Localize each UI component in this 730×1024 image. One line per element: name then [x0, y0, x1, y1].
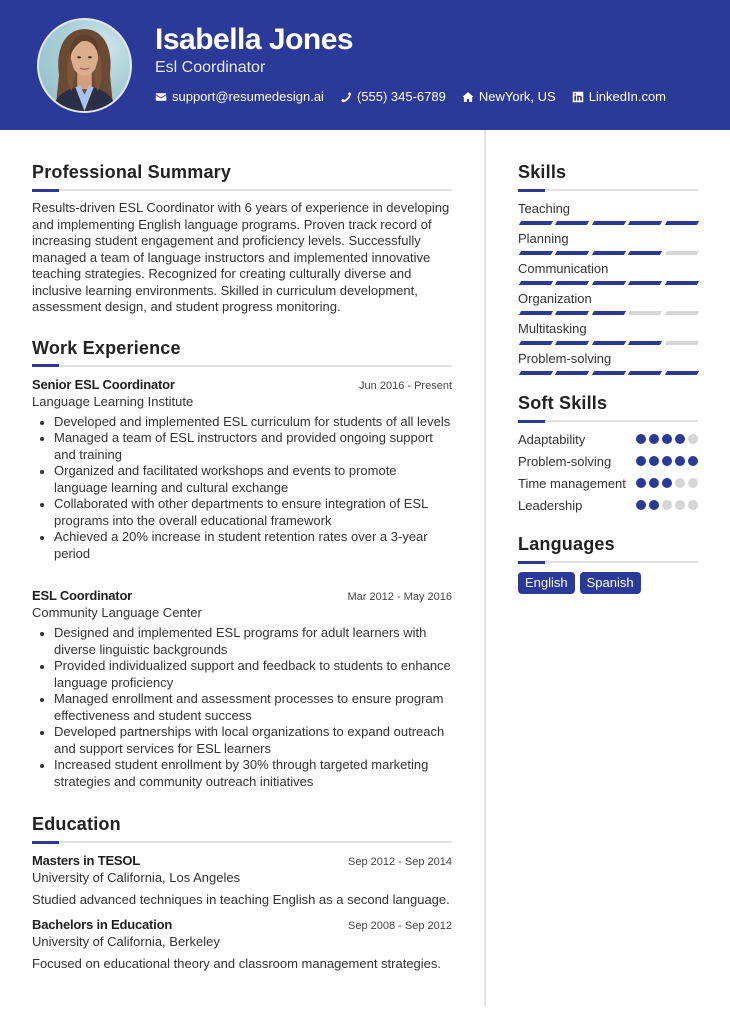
- level-segment-filled: [555, 371, 590, 375]
- level-segment-filled: [555, 311, 590, 315]
- soft-skill-rating: [636, 431, 698, 444]
- summary-text: Results-driven ESL Coordinator with 6 years of experience in developing and implementing English language programs. Proven track record of increasing student engagement and proficiency levels. Successfully managed a team of language instructors and implemented innovative teaching strategies. Recognized for creating culturally diverse and inclusive learning environments. Skilled in curriculum development, assessment design, and student progress monitoring.: [32, 200, 450, 314]
- level-segment-filled: [628, 371, 663, 375]
- section-underline: [32, 365, 452, 367]
- candidate-name: Isabella Jones: [155, 23, 354, 56]
- phone-icon: [340, 91, 352, 103]
- skill-level-bar: [518, 371, 698, 375]
- skill-level-bar: [518, 251, 698, 255]
- skills-section: [518, 160, 698, 375]
- location-text: NewYork, US: [478, 89, 556, 104]
- portrait-image: [39, 20, 130, 111]
- skill-item: [518, 260, 698, 285]
- skill-level-bar: [518, 311, 698, 315]
- skill-level-bar: [518, 341, 698, 345]
- rating-dot-empty: [675, 500, 685, 510]
- section-underline: [32, 841, 452, 843]
- section-underline: [518, 561, 698, 563]
- job-date: Jun 2016 - Present: [359, 379, 452, 392]
- contact-phone[interactable]: [340, 89, 446, 105]
- job-entry: [32, 376, 452, 563]
- rating-dot-empty: [675, 478, 685, 488]
- contact-linkedin[interactable]: [572, 89, 666, 105]
- languages-list: [518, 572, 698, 594]
- school-name: University of California, Los Angeles: [32, 870, 241, 885]
- section-underline: [32, 189, 452, 191]
- skill-item: [518, 230, 698, 255]
- experience-section: [32, 336, 452, 791]
- skill-level-bar: [518, 281, 698, 285]
- level-segment-filled: [519, 371, 554, 375]
- education-section: [32, 812, 452, 972]
- section-title: Professional Summary: [32, 162, 232, 182]
- level-segment-filled: [592, 371, 627, 375]
- section-underline: [518, 189, 698, 191]
- soft-skill-rating: [636, 497, 698, 510]
- bullet-item: Developed and implemented ESL curriculum for students of all levels: [32, 414, 452, 431]
- level-segment-filled: [555, 281, 590, 285]
- rating-dot-filled: [662, 456, 672, 466]
- skill-name: Communication: [518, 261, 609, 276]
- level-segment-filled: [519, 221, 554, 225]
- level-segment-empty: [664, 311, 699, 315]
- education-description: Focused on educational theory and classroom management strategies.: [32, 956, 442, 971]
- contact-email[interactable]: [155, 89, 324, 105]
- section-title: Education: [32, 814, 121, 834]
- level-segment-empty: [664, 251, 699, 255]
- soft-skill-name: Adaptability: [518, 432, 586, 447]
- education-entry: [32, 916, 452, 972]
- section-underline: [518, 420, 698, 422]
- education-date: Sep 2008 - Sep 2012: [348, 920, 452, 932]
- soft-skills-list: [518, 431, 698, 514]
- level-segment-filled: [628, 281, 663, 285]
- main-column: [32, 160, 452, 972]
- skill-name: Planning: [518, 231, 569, 246]
- job-title: ESL Coordinator: [32, 588, 133, 603]
- level-segment-filled: [555, 221, 590, 225]
- profile-photo: [37, 18, 132, 113]
- job-bullets: [32, 414, 452, 563]
- column-divider: [484, 130, 486, 1006]
- level-segment-filled: [664, 281, 699, 285]
- home-icon: [462, 91, 474, 103]
- skill-item: [518, 200, 698, 225]
- resume-header: [0, 0, 730, 130]
- level-segment-filled: [555, 251, 590, 255]
- bullet-item: Organized and facilitated workshops and events to promote language learning and cultural exchange: [32, 463, 452, 496]
- sidebar-column: [518, 160, 698, 594]
- education-entry: [32, 852, 452, 908]
- rating-dot-filled: [636, 500, 646, 510]
- skills-list: [518, 200, 698, 375]
- level-segment-filled: [592, 221, 627, 225]
- rating-dot-empty: [662, 500, 672, 510]
- level-segment-filled: [555, 341, 590, 345]
- linkedin-icon: [572, 91, 584, 103]
- contact-location: [462, 89, 556, 105]
- rating-dot-filled: [636, 456, 646, 466]
- level-segment-filled: [519, 281, 554, 285]
- skill-item: [518, 290, 698, 315]
- level-segment-filled: [628, 221, 663, 225]
- education-date: Sep 2012 - Sep 2014: [348, 856, 452, 868]
- bullet-item: Developed partnerships with local organizations to expand outreach and support services for ESL learners: [32, 724, 452, 757]
- rating-dot-filled: [649, 456, 659, 466]
- language-tag: English: [518, 572, 575, 594]
- skill-name: Multitasking: [518, 321, 587, 336]
- job-organization: Language Learning Institute: [32, 393, 194, 409]
- bullet-item: Managed enrollment and assessment processes to ensure program effectiveness and student success: [32, 691, 452, 724]
- soft-skill-name: Time management: [518, 476, 626, 491]
- soft-skill-item: [518, 497, 698, 514]
- soft-skill-rating: [636, 475, 698, 488]
- level-segment-filled: [664, 221, 699, 225]
- level-segment-filled: [519, 311, 554, 315]
- level-segment-filled: [592, 341, 627, 345]
- rating-dot-filled: [662, 478, 672, 488]
- skill-name: Problem-solving: [518, 351, 612, 366]
- level-segment-filled: [664, 371, 699, 375]
- bullet-item: Achieved a 20% increase in student retention rates over a 3-year period: [32, 529, 452, 562]
- section-title: Languages: [518, 534, 615, 554]
- skill-name: Teaching: [518, 201, 571, 216]
- envelope-icon: [155, 91, 167, 103]
- soft-skill-name: Leadership: [518, 498, 583, 513]
- rating-dot-filled: [636, 478, 646, 488]
- school-name: University of California, Berkeley: [32, 934, 220, 949]
- rating-dot-empty: [688, 500, 698, 510]
- summary-section: [32, 160, 452, 316]
- skill-level-bar: [518, 221, 698, 225]
- rating-dot-empty: [688, 478, 698, 488]
- job-organization: Community Language Center: [32, 605, 202, 620]
- rating-dot-filled: [649, 478, 659, 488]
- contact-list: [155, 89, 666, 105]
- level-segment-filled: [628, 251, 663, 255]
- level-segment-filled: [592, 311, 627, 315]
- level-segment-filled: [592, 251, 627, 255]
- soft-skill-name: Problem-solving: [518, 454, 612, 469]
- job-date: Mar 2012 - May 2016: [347, 591, 452, 603]
- level-segment-empty: [628, 311, 663, 315]
- phone-text: (555) 345-6789: [356, 89, 446, 104]
- section-title: Soft Skills: [518, 393, 608, 413]
- degree-title: Masters in TESOL: [32, 853, 141, 868]
- rating-dot-filled: [662, 434, 672, 444]
- rating-dot-filled: [675, 456, 685, 466]
- section-title: Work Experience: [32, 337, 181, 358]
- job-bullets: [32, 625, 452, 790]
- rating-dot-filled: [636, 434, 646, 444]
- bullet-item: Managed a team of ESL instructors and provided ongoing support and training: [32, 430, 452, 463]
- degree-title: Bachelors in Education: [32, 917, 173, 932]
- skill-item: [518, 320, 698, 345]
- linkedin-text: LinkedIn.com: [588, 89, 667, 104]
- level-segment-filled: [519, 341, 554, 345]
- level-segment-filled: [628, 341, 663, 345]
- section-title: Skills: [518, 162, 567, 182]
- level-segment-filled: [592, 281, 627, 285]
- rating-dot-filled: [649, 500, 659, 510]
- soft-skill-item: [518, 475, 698, 492]
- soft-skill-rating: [636, 453, 698, 466]
- bullet-item: Collaborated with other departments to ensure integration of ESL programs into the overall educational framework: [32, 496, 452, 529]
- job-title: Senior ESL Coordinator: [32, 376, 175, 392]
- candidate-title: Esl Coordinator: [155, 59, 266, 76]
- bullet-item: Provided individualized support and feedback to students to enhance language proficiency: [32, 658, 452, 691]
- level-segment-empty: [664, 341, 699, 345]
- skill-item: [518, 350, 698, 375]
- bullet-item: Increased student enrollment by 30% through targeted marketing strategies and community outreach initiatives: [32, 757, 452, 790]
- bullet-item: Designed and implemented ESL programs for adult learners with diverse linguistic backgrounds: [32, 625, 452, 658]
- soft-skill-item: [518, 431, 698, 448]
- skill-name: Organization: [518, 291, 592, 306]
- rating-dot-filled: [688, 456, 698, 466]
- level-segment-filled: [519, 251, 554, 255]
- languages-section: [518, 532, 698, 594]
- job-entry: [32, 587, 452, 790]
- rating-dot-filled: [675, 434, 685, 444]
- rating-dot-filled: [649, 434, 659, 444]
- soft-skills-section: [518, 391, 698, 514]
- email-text: support@resumedesign.ai: [172, 89, 324, 104]
- rating-dot-empty: [688, 434, 698, 444]
- soft-skill-item: [518, 453, 698, 470]
- education-description: Studied advanced techniques in teaching English as a second language.: [32, 892, 450, 907]
- language-tag: Spanish: [580, 572, 641, 594]
